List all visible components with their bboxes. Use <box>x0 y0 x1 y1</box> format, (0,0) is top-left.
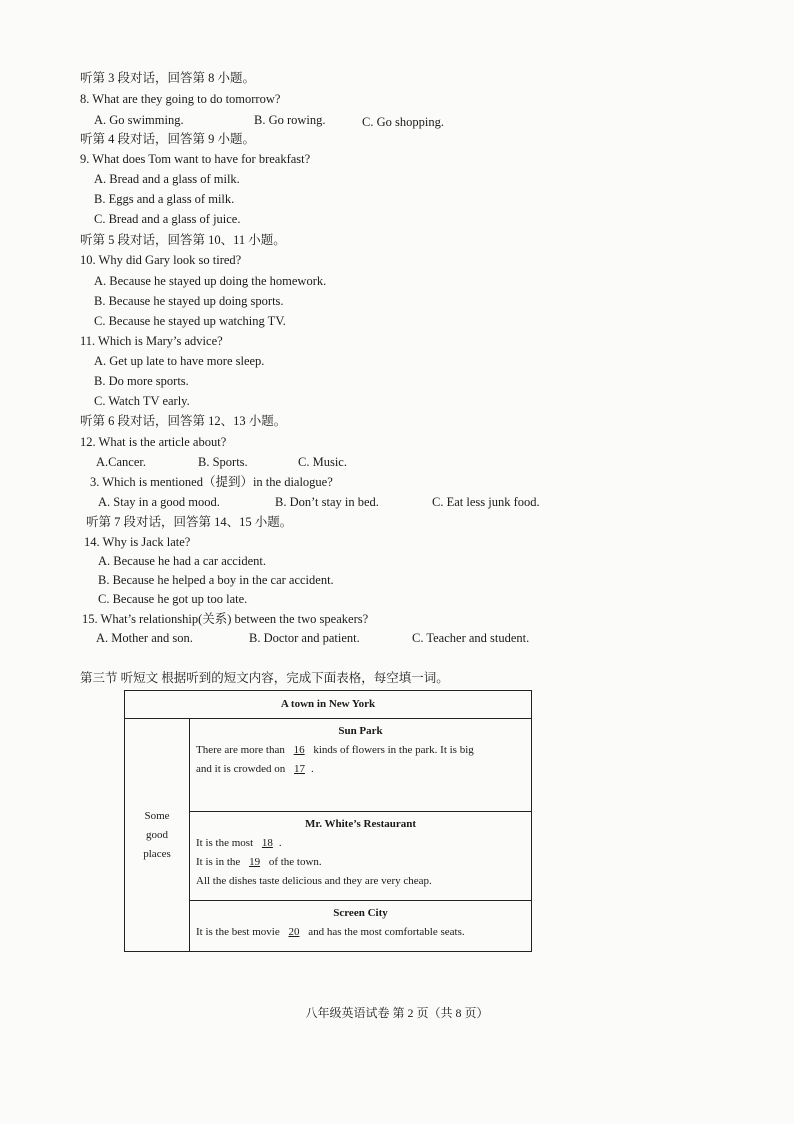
restaurant-cell <box>190 812 532 901</box>
question-12-option-b: B. Sports. <box>198 455 248 469</box>
table-row-label <box>125 719 190 952</box>
restaurant-line-2 <box>190 853 531 872</box>
question-9-option-a: A. Bread and a glass of milk. <box>94 172 240 186</box>
question-15-option-b: B. Doctor and patient. <box>249 631 360 645</box>
question-11-stem: 11. Which is Mary’s advice? <box>80 334 223 348</box>
blank-19[interactable]: 19 <box>249 856 261 868</box>
question-14-option-a: A. Because he had a car accident. <box>98 554 266 568</box>
text-span: . <box>278 837 282 849</box>
section-6-instruction: 听第 6 段对话，回答第 12、13 小题。 <box>80 414 287 428</box>
question-13-option-b: B. Don’t stay in bed. <box>275 495 379 509</box>
question-10-stem: 10. Why did Gary look so tired? <box>80 253 242 267</box>
question-14-stem: 14. Why is Jack late? <box>84 535 191 549</box>
text-span: kinds of flowers in the park. It is big <box>310 744 474 756</box>
question-13-stem: 3. Which is mentioned（提到）in the dialogue? <box>90 475 333 489</box>
text-span: It is the best movie <box>196 926 283 938</box>
question-14-option-b: B. Because he helped a boy in the car accident. <box>98 573 334 587</box>
restaurant-line-1 <box>190 834 531 853</box>
question-10-option-b: B. Because he stayed up doing sports. <box>94 294 284 308</box>
text-span: and has the most comfortable seats. <box>305 926 465 938</box>
question-9-option-b: B. Eggs and a glass of milk. <box>94 192 235 206</box>
row-label-line-3: places <box>143 847 171 860</box>
question-15-stem: 15. What’s relationship(关系) between the two speakers? <box>82 612 369 626</box>
question-9-stem: 9. What does Tom want to have for breakfast? <box>80 152 311 166</box>
screen-city-cell <box>190 901 532 952</box>
section-4-instruction: 听第 4 段对话，回答第 9 小题。 <box>80 132 256 146</box>
question-11-option-a: A. Get up late to have more sleep. <box>94 354 265 368</box>
sun-park-line-2 <box>190 760 531 779</box>
restaurant-heading: Mr. White’s Restaurant <box>304 818 417 830</box>
section-7-instruction: 听第 7 段对话，回答第 14、15 小题。 <box>86 515 293 529</box>
blank-17[interactable]: 17 <box>293 763 305 775</box>
question-12-stem: 12. What is the article about? <box>80 435 227 449</box>
fill-in-table <box>124 690 532 952</box>
screen-city-line-1 <box>190 923 531 942</box>
table-title: A town in New York <box>125 691 532 719</box>
question-11-option-b: B. Do more sports. <box>94 374 189 388</box>
question-8-option-c: C. Go shopping. <box>362 115 444 129</box>
question-15-option-c: C. Teacher and student. <box>412 631 530 645</box>
part-3-instruction: 第三节 听短文 根据听到的短文内容，完成下面表格，每空填一词。 <box>80 671 449 685</box>
text-span: and it is crowded on <box>196 763 288 775</box>
question-9-option-c: C. Bread and a glass of juice. <box>94 212 241 226</box>
question-14-option-c: C. Because he got up too late. <box>98 592 248 606</box>
restaurant-line-3: All the dishes taste delicious and they are very cheap. <box>196 875 432 887</box>
blank-20[interactable]: 20 <box>288 926 300 938</box>
sun-park-cell <box>190 719 532 812</box>
question-12-option-a: A.Cancer. <box>96 455 146 469</box>
sun-park-heading: Sun Park <box>338 725 383 737</box>
row-label-line-2: good <box>146 828 168 841</box>
sun-park-line-1 <box>190 741 531 760</box>
question-10-option-c: C. Because he stayed up watching TV. <box>94 314 286 328</box>
blank-18[interactable]: 18 <box>261 837 273 849</box>
row-label-line-1: Some <box>144 809 170 822</box>
question-8-option-a: A. Go swimming. <box>94 113 184 127</box>
section-3-instruction: 听第 3 段对话，回答第 8 小题。 <box>80 71 256 85</box>
screen-city-heading: Screen City <box>333 907 388 919</box>
question-15-option-a: A. Mother and son. <box>96 631 193 645</box>
text-span: of the town. <box>266 856 322 868</box>
text-span: It is the most <box>196 837 256 849</box>
text-span: It is in the <box>196 856 244 868</box>
question-8-option-b: B. Go rowing. <box>254 113 326 127</box>
text-span: . <box>310 763 314 775</box>
question-12-option-c: C. Music. <box>298 455 347 469</box>
question-11-option-c: C. Watch TV early. <box>94 394 190 408</box>
question-13-option-a: A. Stay in a good mood. <box>98 495 220 509</box>
page-footer: 八年级英语试卷 第 2 页（共 8 页） <box>305 1006 489 1020</box>
blank-16[interactable]: 16 <box>293 744 305 756</box>
question-13-option-c: C. Eat less junk food. <box>432 495 540 509</box>
section-5-instruction: 听第 5 段对话，回答第 10、11 小题。 <box>80 233 286 247</box>
text-span: There are more than <box>196 744 288 756</box>
question-8-stem: 8. What are they going to do tomorrow? <box>80 92 281 106</box>
question-10-option-a: A. Because he stayed up doing the homework. <box>94 274 327 288</box>
